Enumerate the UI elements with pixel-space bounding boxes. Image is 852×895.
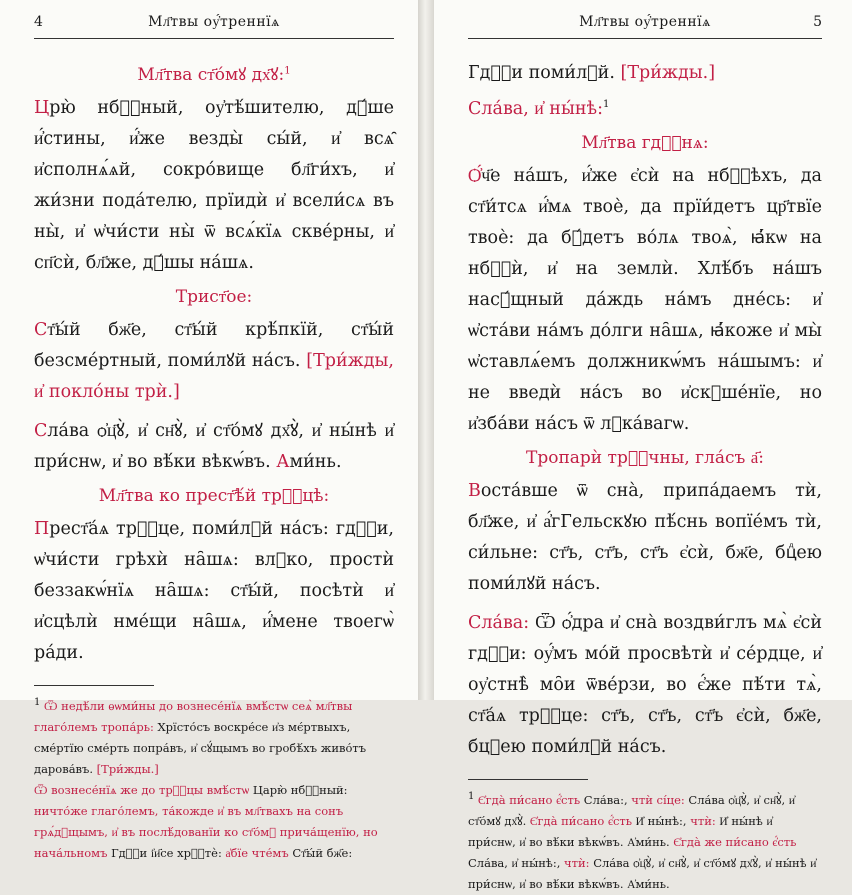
right-page-number: 5 xyxy=(813,14,822,30)
right-page xyxy=(434,0,852,891)
rubric: [Три́жды.] xyxy=(620,63,716,83)
red-initial: П xyxy=(34,519,50,539)
prayer-paragraph: Ѻ҆́ч҃е на́шъ, и҆́же є҆сѝ на нбⷭ҇ѣхъ, да ст҃и́тсѧ и҆́мѧ твоѐ, да прїи́детъ цр҃твїе твоѐ: да бꙋ́детъ во́лѧ твоѧ̀, ꙗ҆́кѡ на нбⷭ҇ѝ, и҆ на землѝ. Хлѣ́бъ на́шъ насꙋ́щный да́ждь на́мъ дне́сь: и҆ ѡ҆ста́ви на́мъ до́лги на̑шѧ, ꙗ҆́коже и҆ мы̀ ѡ҆ставлѧ́емъ должникѡ́мъ на́шымъ: и҆ не введѝ на́съ во и҆скꙋше́нїе, но и҆зба́ви на́съ ѿ лꙋка́вагѡ. xyxy=(468,165,822,434)
header-rule xyxy=(468,38,822,39)
left-header xyxy=(34,0,394,38)
right-running-title: Мл҃твы оу҆́треннїѧ xyxy=(579,14,711,30)
prayer-paragraph: Прест҃а́ѧ трⷪ҇це, поми́лꙋй на́съ: гдⷭ҇и, ѡ҆чи́сти грѣхѝ на̑шѧ: влⷣко, простѝ беззакѡ́нїѧ на̑шѧ: ст҃ы́й, посѣтѝ и҆ и҆сцѣлѝ нме́щи на̑шѧ, и҆́мене твоегѡ̀ ра́ди. xyxy=(34,519,394,663)
section-title: Тропарѝ трⷪ҇чны, гла́съ а҃: xyxy=(526,447,764,468)
footnote: $^1$ Є҆гда̀ пи́сано є҆́сть Сла́ва:, чтѝ сі́це: Сла́ва ѻ҆ц҃ꙋ̀, и҆ сн҃ꙋ̀, и҆ ст҃о́мꙋ дх҃ꙋ̀. Є҆гда̀ пи́сано є҆́сть И҆ ны́нѣ:, чтѝ: И҆ ны́нѣ и҆ при́снѡ, и҆ во вѣ́ки вѣкѡ́въ. А҆ми́нь. Є҆гда̀ же пи́сано є҆́сть Сла́ва, и҆ ны́нѣ:, чтѝ: Сла́ва ѻ҆ц҃ꙋ̀, и҆ сн҃ꙋ̀, и҆ ст҃о́мꙋ дх҃ꙋ̀, и҆ ны́нѣ и҆ при́снѡ, и҆ во вѣ́ки вѣкѡ́въ. А҆ми́нь. xyxy=(468,790,817,891)
header-rule xyxy=(34,38,394,39)
red-initial: А xyxy=(276,452,290,472)
prayer-paragraph: Сла́ва ѻ҆ц҃ꙋ̀, и҆ сн҃ꙋ̀, и҆ ст҃о́мꙋ дх҃ꙋ̀, и҆ ны́нѣ и҆ при́снѡ, и҆ во вѣ́ки вѣкѡ́въ. Ами́нь. xyxy=(34,421,394,472)
red-initial: В xyxy=(468,480,481,501)
red-initial: С xyxy=(34,320,48,340)
red-initial: Ѻ xyxy=(468,165,482,186)
prayer-paragraph: Ст҃ы́й бж҃е, ст҃ы́й крѣ́пкїй, ст҃ы́й безсме́ртный, поми́лꙋй на́съ. [Три́жды, и҆ покло́ны трѝ.] xyxy=(34,320,394,402)
red-lead: Сла́ва: xyxy=(468,612,530,633)
left-running-title: Мл҃твы оу҆́треннїѧ xyxy=(148,14,280,30)
footnote: Ѿ вознесе́нїѧ же до трⷪ҇цы вмѣ́стѡ Царю̀ нбⷭ҇ный: ничто́же глаго́лемъ, та́кожде и҆ въ мл҃твахъ на сонъ грѧ́дꙋщымъ, и҆ въ послѣ́дованїи ко ст҃о́мꙋ прича́щенїю, но нача́льномъ Гдⷭ҇и і҆и҃се хрⷭ҇тѐ: а҆бїе чте́мъ Ст҃ы́й бж҃е: xyxy=(34,782,378,860)
prayer-line: Гдⷭ҇и поми́лꙋй. [Три́жды.] xyxy=(468,63,716,83)
rubric: [Три́жды, и҆ покло́ны трѝ.] xyxy=(34,351,394,402)
red-initial: Ц xyxy=(34,98,50,118)
prayer-paragraph: Црю̀ нбⷭ҇ный, оу҆тѣ́шителю, дꙋ́ше и҆́стины, и҆́же везды̀ сы́й, и҆ всѧ̑ и҆сполнѧ́ѧй, сокро́вище бл҃ги́хъ, и҆ жи́зни пода́телю, прїидѝ и҆ всели́сѧ въ ны̀, и҆ ѡ҆чи́сти ны̀ ѿ всѧ́кїѧ скве́рны, и҆ сп҃сѝ, бл҃же, дꙋ́шы на́шѧ. xyxy=(34,98,394,273)
right-header xyxy=(468,0,822,38)
left-page xyxy=(0,0,418,860)
book-gutter xyxy=(418,0,434,700)
footnote-rule xyxy=(34,685,154,686)
footnote: $^1$ Ѿ недѣ́ли ѳѡми́ны до вознесе́нїѧ вмѣ́стѡ сеѧ̀ мл҃твы глаго́лемъ тропа́рь: Хрїсто́съ воскре́се и҆з мє́ртвыхъ, сме́ртїю сме́рть попра́въ, и҆ сꙋ́щымъ во гробѣ́хъ живо́тъ дарова́въ. [Три́жды.] xyxy=(34,697,367,776)
red-initial: С xyxy=(34,421,48,441)
prayer-line: Сла́ва, и҆ ны́нѣ:$^1$ xyxy=(468,98,610,119)
prayer-paragraph: Сла́ва: Ѿ ѻ҆́дра и҆ сна̀ воздви́глъ мѧ̀ є҆сѝ гдⷭ҇и: оу҆́мъ мо́й просвѣтѝ и҆ се́рдце, и҆ оу҆стнѣ̀ мо̑и ѿве́рзи, во є҆́же пѣ́ти тѧ̀, ст҃а́ѧ трⷪ҇це: ст҃ъ, ст҃ъ, ст҃ъ є҆сѝ, бж҃е, бцⷣею поми́лꙋй на́съ. xyxy=(468,612,822,757)
left-page-number: 4 xyxy=(34,14,43,30)
prayer-paragraph: Воста́вше ѿ сна̀, припа́даемъ тѝ, бл҃же, и҆ а҆́гГельскꙋю пѣ́снь вопїе́мъ тѝ, си́льне: ст҃ъ, ст҃ъ, ст҃ъ є҆сѝ, бж҃е, бцⷣею поми́лꙋй на́съ. xyxy=(468,480,822,594)
section-title: Мл҃тва ко прест҃ѣ́й трⷪ҇цѣ: xyxy=(98,486,330,506)
footnote-rule xyxy=(468,779,588,780)
section-title: Мл҃тва гдⷭ҇нѧ: xyxy=(581,132,709,153)
section-title: Трист҃ое: xyxy=(175,287,253,307)
section-title: Мл҃тва ст҃о́мꙋ дх҃ꙋ:$^1$ xyxy=(137,65,291,85)
